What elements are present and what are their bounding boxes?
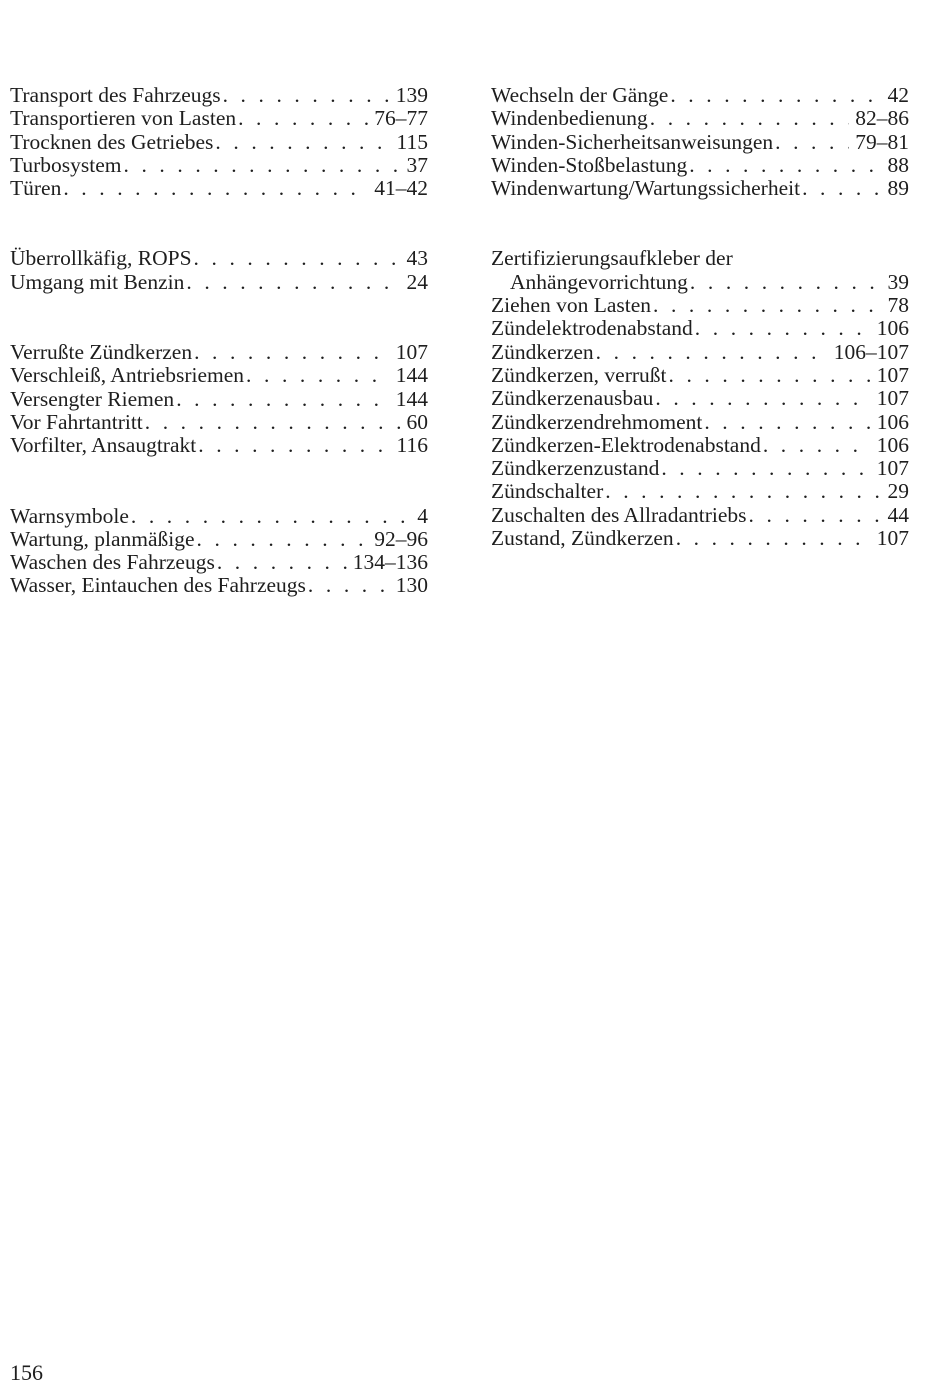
dot-leader [655,387,870,410]
entry-term: Transportieren von Lasten [10,107,237,131]
entry-page: 139 [395,84,428,107]
dot-leader [215,131,390,154]
entry-page: 106–107 [833,340,909,364]
entry-term: Warnsymbole [10,504,129,528]
dot-leader [186,271,400,294]
dot-leader [197,528,369,551]
index-entry [491,341,909,364]
index-entry [10,411,428,434]
index-column-left [10,84,428,645]
index-entry [10,131,428,154]
index-entry [10,528,428,551]
dot-leader [194,247,401,270]
entry-term: Wasser, Eintauchen des Fahrzeugs [10,574,306,598]
entry-term: Transport des Fahrzeugs [10,84,221,107]
entry-page: 29 [887,480,909,504]
entry-page: 107 [876,457,909,481]
index-group-w [10,505,428,598]
entry-heading: Zertifizierungsaufkleber der [491,246,733,271]
entry-page: 144 [395,387,428,411]
dot-leader [198,434,390,457]
index-entry [10,107,428,130]
entry-term: Zündkerzenzustand [491,457,660,481]
entry-page: 107 [876,527,909,551]
dot-leader [661,457,870,480]
entry-term: Überrollkäfig, ROPS [10,247,192,271]
dot-leader [670,84,881,107]
entry-term: Waschen des Fahrzeugs [10,551,215,575]
index-entry [491,364,909,387]
entry-term: Windenwartung/Wartungssicherheit [491,177,801,201]
entry-page: 76–77 [374,107,428,131]
entry-term: Turbosystem [10,153,122,177]
entry-term: Umgang mit Benzin [10,270,185,294]
index-entry [491,131,909,154]
index-group-w-continued [491,84,909,200]
entry-term: Winden-Stoßbelastung [491,153,688,177]
dot-leader [689,154,881,177]
dot-leader [802,177,881,200]
dot-leader [246,364,390,387]
entry-page: 106 [876,410,909,434]
dot-leader [145,411,401,434]
entry-page: 79–81 [855,130,909,154]
entry-term: Versengter Riemen [10,387,175,411]
entry-page: 82–86 [855,107,909,131]
dot-leader [749,504,882,527]
entry-page: 43 [406,247,428,271]
index-entry [491,317,909,340]
entry-term: Winden-Sicherheitsanweisungen [491,130,774,154]
dot-leader [176,388,390,411]
index-entry [491,387,909,410]
entry-term: Windenbedienung [491,107,648,131]
entry-term: Wartung, planmäßige [10,527,195,551]
entry-page: 130 [395,574,428,598]
entry-page: 107 [876,387,909,411]
entry-term: Türen [10,177,62,201]
index-entry [491,177,909,200]
dot-leader [223,84,390,107]
dot-leader [63,177,368,200]
entry-page: 41–42 [374,177,428,201]
entry-term: Verschleiß, Antriebsriemen [10,364,245,388]
entry-term: Zündkerzen-Elektrodenabstand [491,433,761,457]
index-entry [10,271,428,294]
dot-leader [217,551,347,574]
entry-page: 106 [876,317,909,341]
entry-page: 24 [406,270,428,294]
index-group-v [10,341,428,457]
dot-leader [605,480,881,503]
dot-leader [653,294,881,317]
index-entry [10,364,428,387]
index-entry [491,480,909,503]
dot-leader [131,505,411,528]
index-entry [10,434,428,457]
entry-term: Wechseln der Gänge [491,84,669,107]
index-entry [491,84,909,107]
index-entry [10,574,428,597]
entry-page: 78 [887,294,909,318]
dot-leader [669,364,871,387]
entry-page: 92–96 [374,527,428,551]
entry-term: Vorfilter, Ansaugtrakt [10,434,197,458]
entry-page: 134–136 [352,551,428,575]
index-entry [10,341,428,364]
entry-term: Verrußte Zündkerzen [10,341,193,365]
entry-page: 107 [876,363,909,387]
index-entry [491,527,909,550]
dot-leader [238,107,368,130]
entry-term: Zündkerzendrehmoment [491,410,703,434]
index-entry [10,247,428,270]
index-group-t [10,84,428,200]
page-number: 156 [10,1360,43,1385]
entry-page: 88 [887,153,909,177]
index-entry [491,411,909,434]
index-entry [491,107,909,130]
entry-page: 116 [396,434,428,458]
entry-term: Zustand, Zündkerzen [491,527,674,551]
entry-term: Zündkerzen, verrußt [491,363,667,387]
index-entry [491,271,909,294]
entry-page: 89 [887,177,909,201]
dot-leader [194,341,390,364]
entry-page: 106 [876,433,909,457]
entry-term: Zündschalter [491,480,604,504]
entry-page: 37 [406,153,428,177]
entry-page: 44 [887,503,909,527]
entry-page: 107 [395,341,428,365]
dot-leader [676,527,871,550]
index-group-z [491,247,909,550]
dot-leader [775,131,849,154]
dot-leader [124,154,401,177]
entry-page: 60 [406,410,428,434]
dot-leader [704,411,870,434]
index-group-u [10,247,428,294]
index-entry [491,154,909,177]
index-entry [491,294,909,317]
dot-leader [695,317,871,340]
entry-term: Vor Fahrtantritt [10,410,143,434]
entry-page: 144 [395,364,428,388]
index-entry [491,434,909,457]
index-entry [10,84,428,107]
dot-leader [650,107,849,130]
dot-leader [596,341,828,364]
index-entry [10,551,428,574]
index-entry [491,457,909,480]
entry-term: Zündelektrodenabstand [491,317,693,341]
entry-page: 115 [396,130,428,154]
index-entry [10,388,428,411]
dot-leader [763,434,871,457]
entry-term: Zuschalten des Allradantriebs [491,503,747,527]
index-entry [10,154,428,177]
dot-leader [308,574,390,597]
entry-page: 42 [887,84,909,107]
index-entry [491,504,909,527]
index-column-right [491,84,909,597]
entry-term: Trocknen des Getriebes [10,130,214,154]
dot-leader [690,271,882,294]
entry-term: Zündkerzen [491,340,594,364]
entry-term: Anhängevorrichtung [510,270,688,294]
index-entry [10,177,428,200]
entry-page: 39 [887,270,909,294]
entry-term: Zündkerzenausbau [491,387,654,411]
index-entry [10,505,428,528]
entry-page: 4 [417,504,428,528]
entry-term: Ziehen von Lasten [491,294,652,318]
